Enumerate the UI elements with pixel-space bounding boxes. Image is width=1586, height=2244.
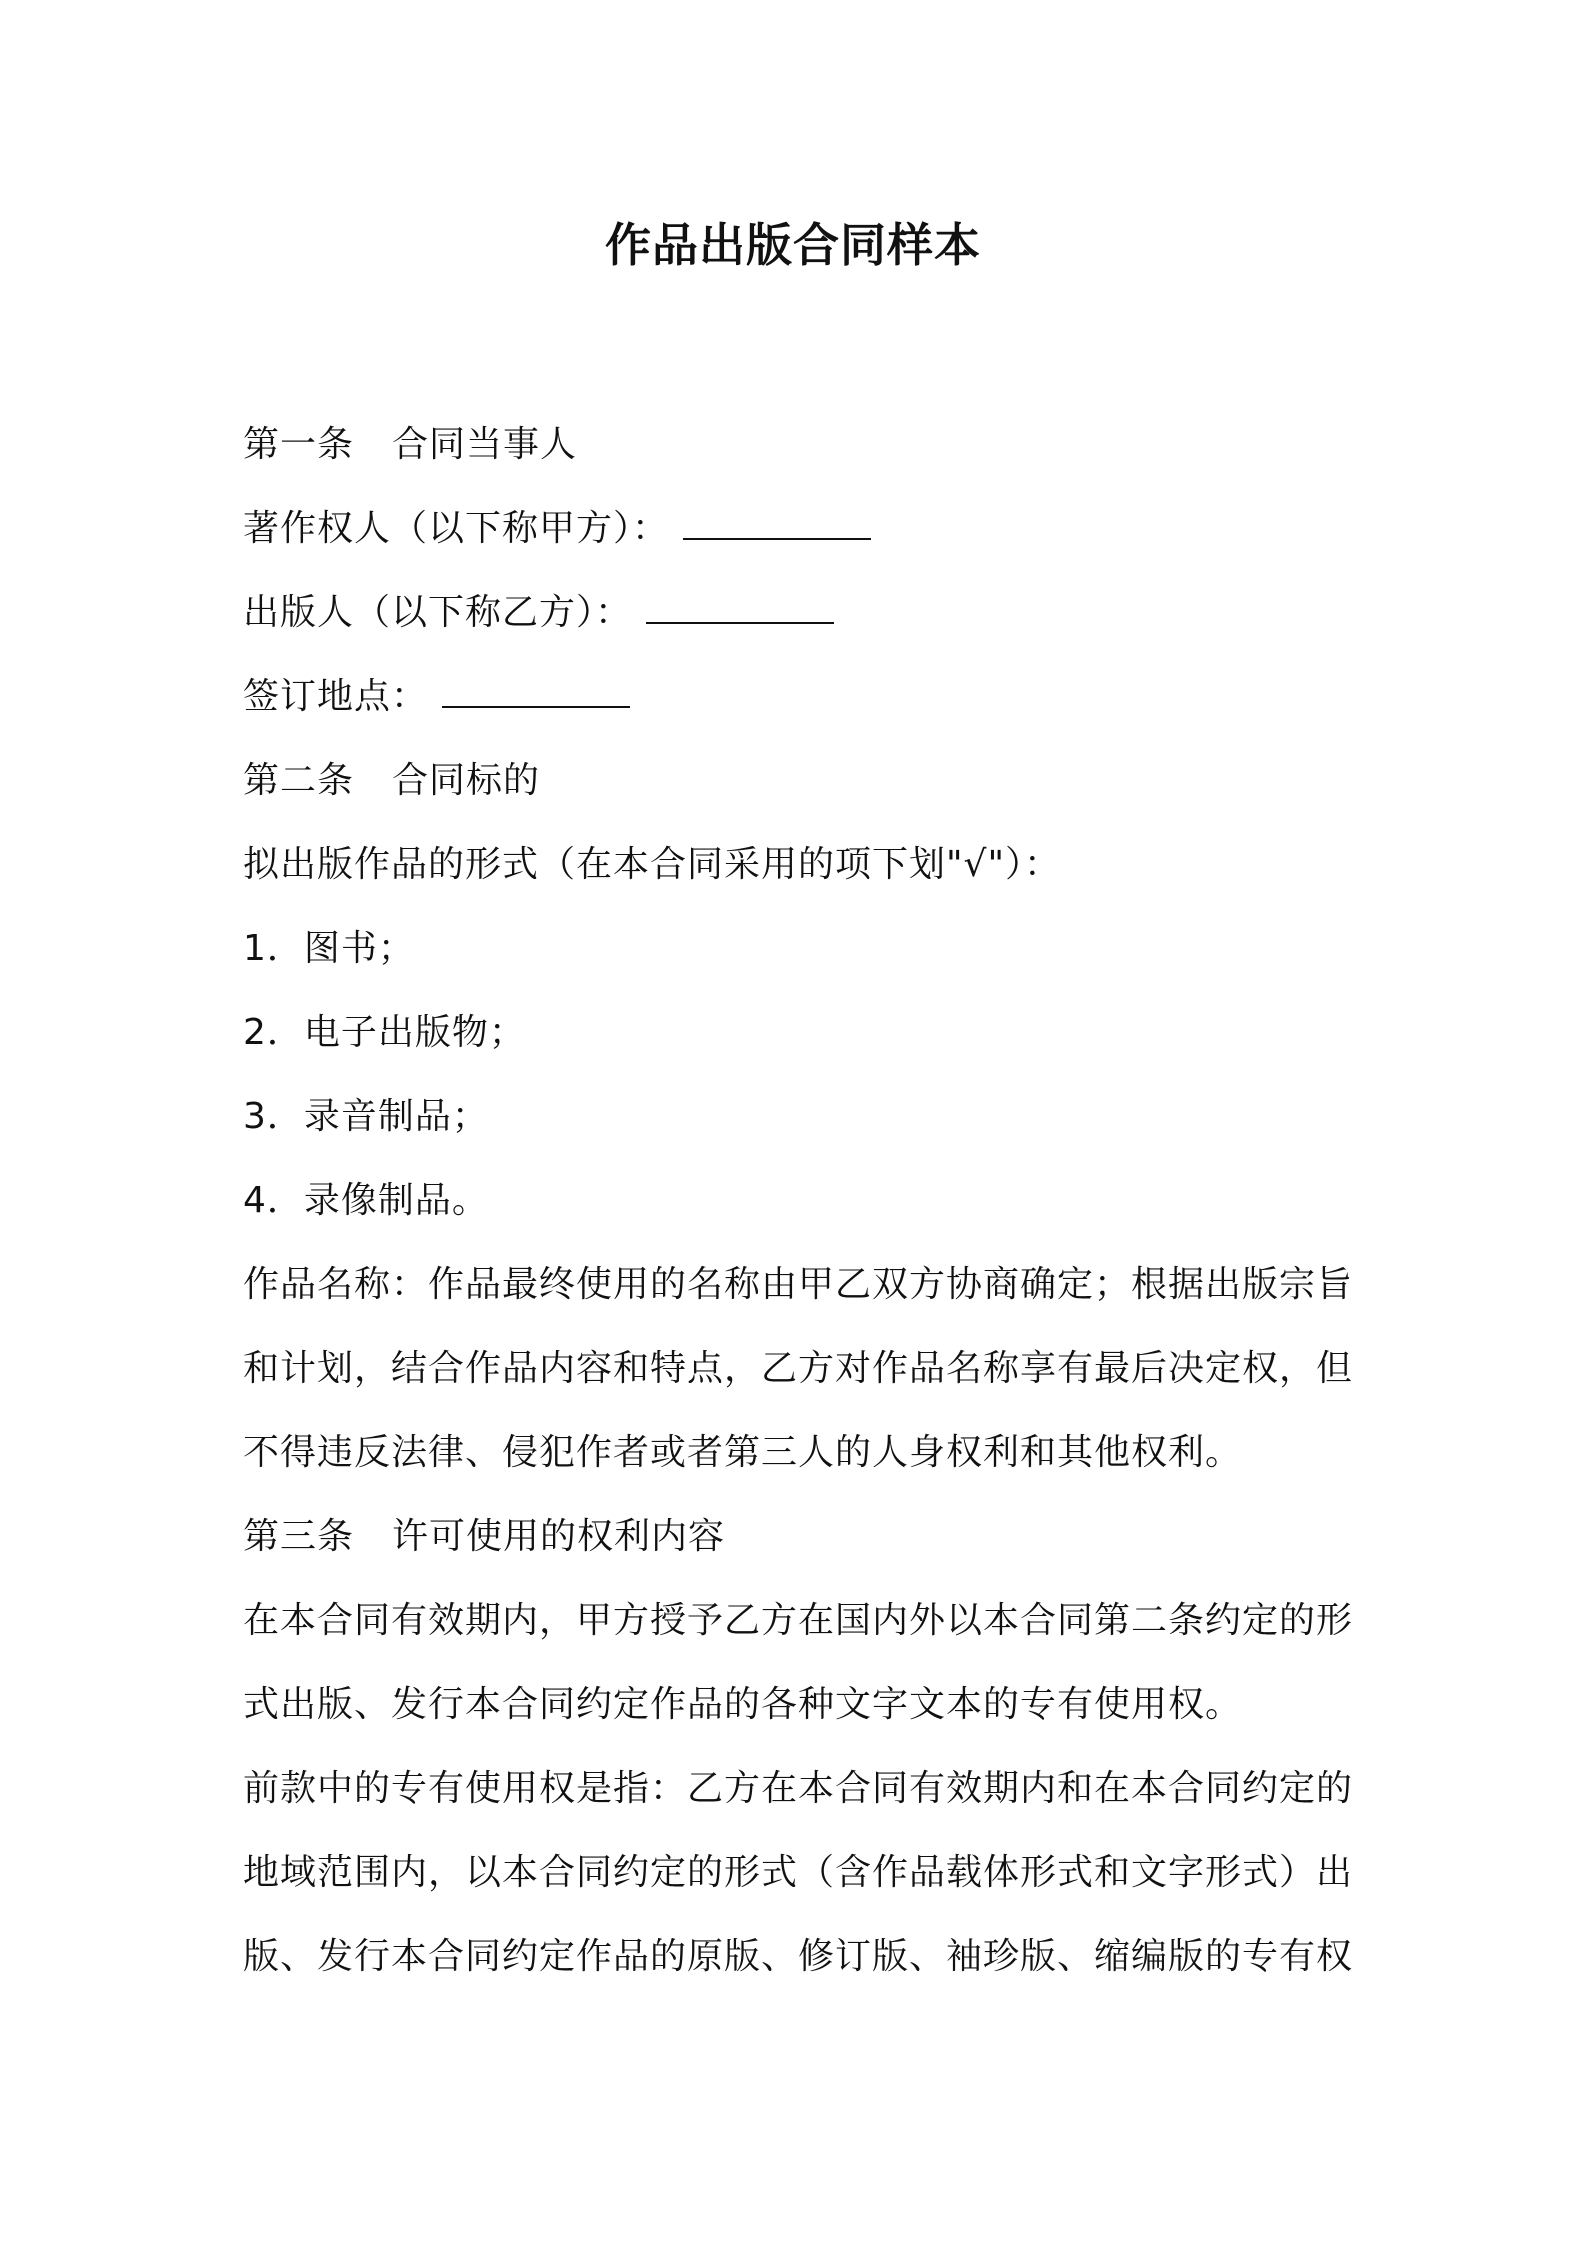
form-option-3: 3．录音制品； xyxy=(243,1096,489,1137)
form-option-4: 4．录像制品。 xyxy=(243,1180,489,1221)
work-name-paragraph-line: 作品名称：作品最终使用的名称由甲乙双方协商确定；根据出版宗旨 xyxy=(243,1264,1354,1305)
signing-place-blank xyxy=(442,680,630,708)
publisher-blank xyxy=(646,596,834,624)
work-name-paragraph-line: 和计划，结合作品内容和特点，乙方对作品名称享有最后决定权，但 xyxy=(243,1348,1354,1389)
copyright-holder-line xyxy=(243,487,1353,571)
article-number: 第三条 xyxy=(243,1516,355,1557)
document-title: 作品出版合同样本 xyxy=(605,218,981,272)
article-title: 合同标的 xyxy=(392,760,541,801)
publisher-line xyxy=(243,571,1353,655)
grant-paragraph-line: 在本合同有效期内，甲方授予乙方在国内外以本合同第二条约定的形 xyxy=(243,1600,1354,1641)
work-name-paragraph-line: 不得违反法律、侵犯作者或者第三人的人身权利和其他权利。 xyxy=(243,1432,1243,1473)
copyright-holder-blank xyxy=(683,512,871,540)
exclusive-right-paragraph-line: 前款中的专有使用权是指：乙方在本合同有效期内和在本合同约定的 xyxy=(243,1768,1354,1809)
article-3-heading xyxy=(243,1495,1353,1579)
publisher-label: 出版人（以下称乙方）： xyxy=(243,592,633,633)
copyright-holder-label: 著作权人（以下称甲方）： xyxy=(243,508,670,549)
grant-paragraph-line: 式出版、发行本合同约定作品的各种文字文本的专有使用权。 xyxy=(243,1684,1243,1725)
signing-place-line xyxy=(243,655,1353,739)
exclusive-right-paragraph-line: 地域范围内，以本合同约定的形式（含作品载体形式和文字形式）出 xyxy=(243,1852,1354,1893)
exclusive-right-paragraph-line: 版、发行本合同约定作品的原版、修订版、袖珍版、缩编版的专有权 xyxy=(243,1936,1354,1977)
signing-place-label: 签订地点： xyxy=(243,676,429,717)
article-number: 第一条 xyxy=(243,424,355,465)
form-option-2: 2．电子出版物； xyxy=(243,1012,526,1053)
article-2-heading xyxy=(243,739,1353,823)
document-body xyxy=(243,403,1353,1999)
article-1-heading xyxy=(243,403,1353,487)
article-number: 第二条 xyxy=(243,760,355,801)
form-option-1: 1．图书； xyxy=(243,928,415,969)
article-title: 许可使用的权利内容 xyxy=(392,1516,726,1557)
article-title: 合同当事人 xyxy=(392,424,578,465)
form-prompt: 拟出版作品的形式（在本合同采用的项下划"√"）： xyxy=(243,844,1062,885)
